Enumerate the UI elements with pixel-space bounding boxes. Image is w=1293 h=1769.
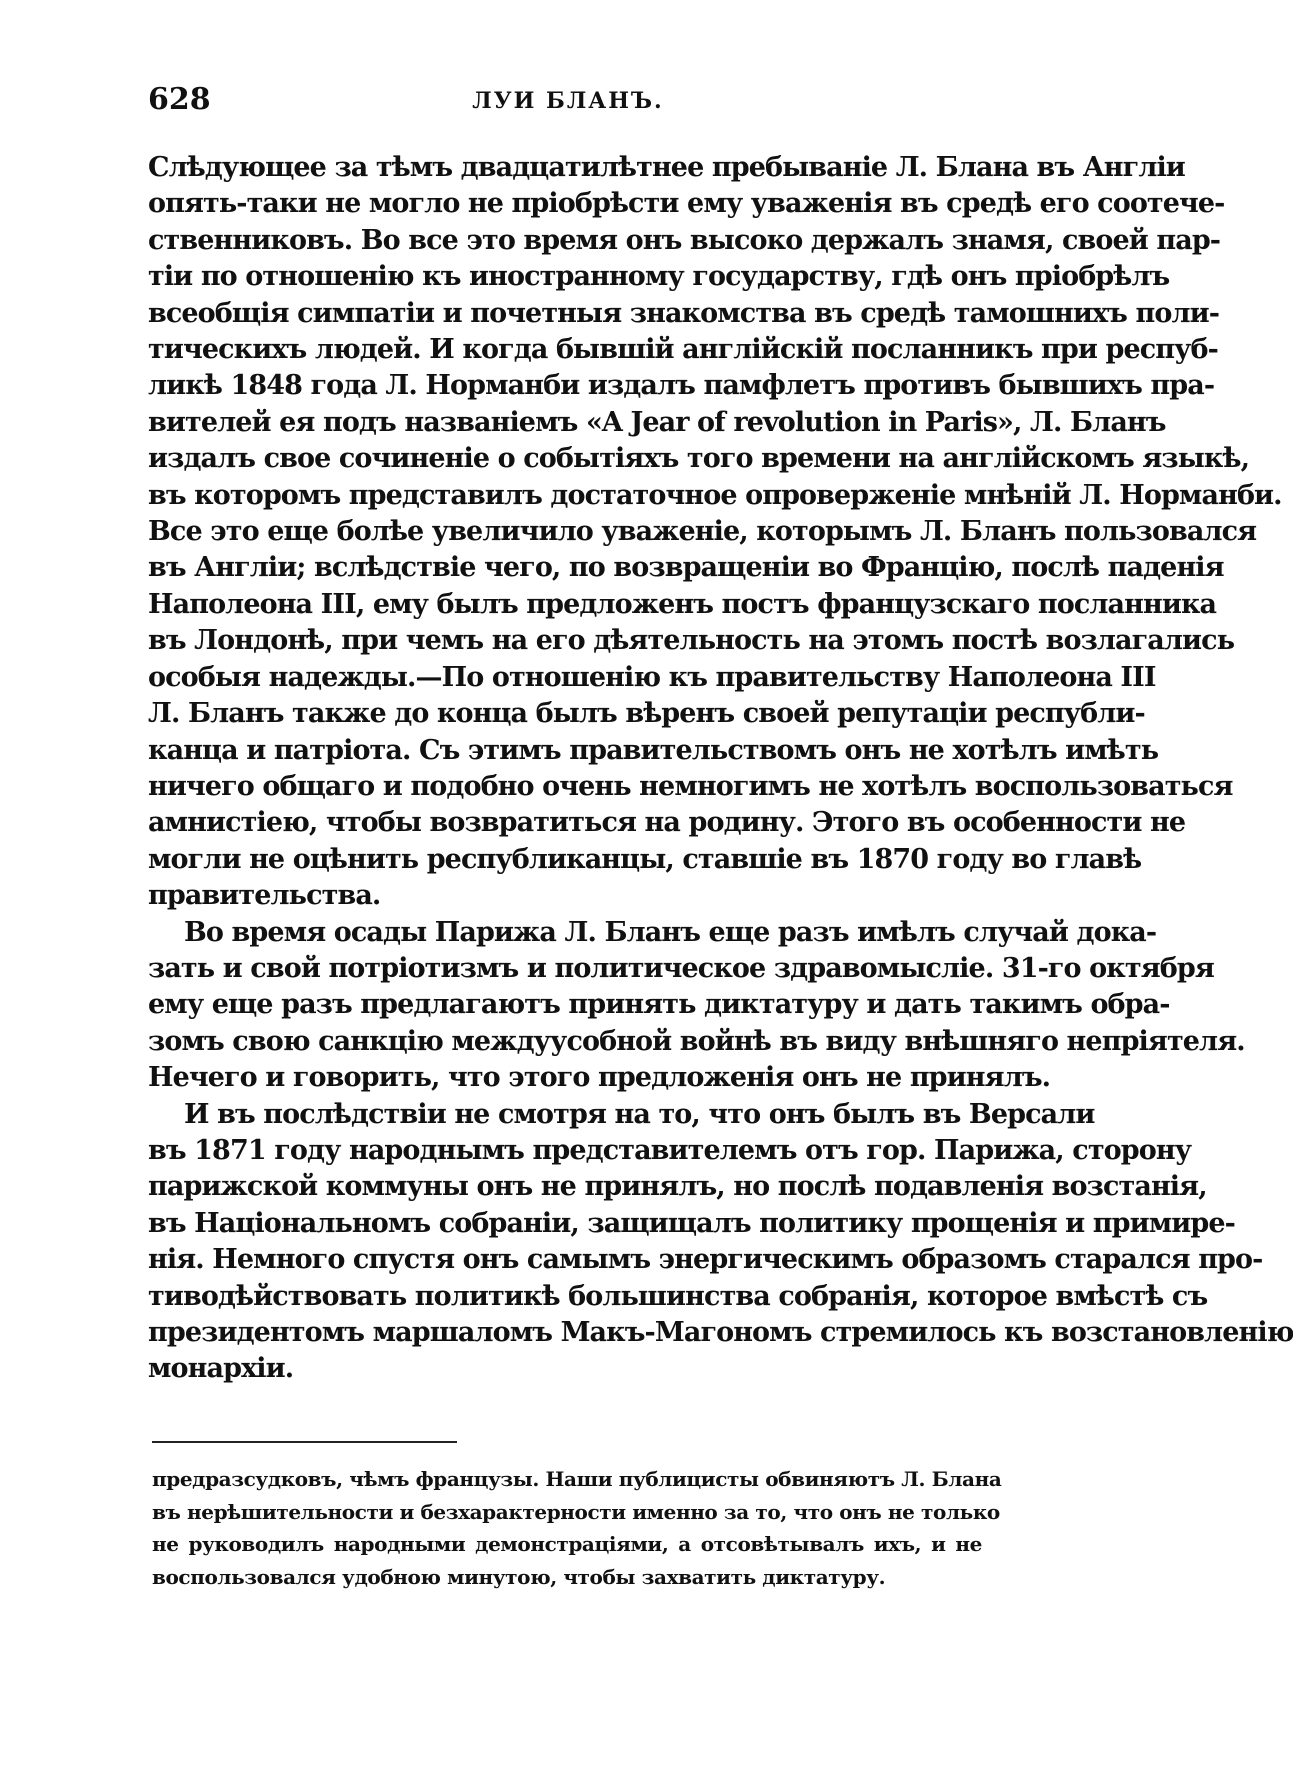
text-line: опять-таки не могло не пріобрѣсти ему уваженія въ средѣ его соотече- — [148, 188, 1225, 220]
running-title: ЛУИ БЛАНЪ. — [472, 88, 664, 114]
footnote — [152, 1463, 1002, 1593]
text-line: Все это еще болѣе увеличило уваженіе, которымъ Л. Бланъ пользовался — [148, 516, 1257, 548]
text-line: могли не оцѣнить республиканцы, ставшіе въ 1870 году во главѣ — [148, 843, 1142, 875]
text-line: тическихъ людей. И когда бывшій англійскій посланникъ при респуб- — [148, 334, 1218, 366]
main-text — [148, 150, 1293, 1388]
page-header — [148, 82, 988, 122]
text-line: издалъ свое сочиненіе о событіяхъ того времени на англійскомъ языкѣ, — [148, 443, 1250, 475]
text-line: ничего общаго и подобно очень немногимъ не хотѣлъ воспользоваться — [148, 770, 1233, 802]
text-line: въ которомъ представилъ достаточное опроверженіе мнѣній Л. Норманби. — [148, 479, 1282, 511]
text-line: вителей ея подъ названіемъ «A Jear of revolution in Paris», Л. Бланъ — [148, 406, 1166, 438]
text-line: особыя надежды.—По отношенію къ правительству Наполеона III — [148, 661, 1156, 693]
text-line: правительства. — [148, 880, 381, 912]
text-line: канца и патріота. Съ этимъ правительствомъ онъ не хотѣлъ имѣть — [148, 734, 1159, 766]
text-line: монархіи. — [148, 1353, 294, 1385]
text-line: И въ послѣдствіи не смотря на то, что онъ былъ въ Версали — [184, 1098, 1095, 1130]
text-line: въ Англіи; вслѣдствіе чего, по возвращеніи во Францію, послѣ паденія — [148, 552, 1224, 584]
footnote-line: не руководилъ народными демонстраціями, а отсовѣтывалъ ихъ, и не — [152, 1532, 982, 1556]
footnote-line: въ нерѣшительности и безхарактерности именно за то, что онъ не только — [152, 1499, 1000, 1524]
text-line: тіи по отношенію къ иностранному государству, гдѣ онъ пріобрѣлъ — [148, 261, 1170, 293]
text-line: ственниковъ. Во все это время онъ высоко держалъ знамя, своей пар- — [148, 224, 1221, 256]
text-line: въ Лондонѣ, при чемъ на его дѣятельность на этомъ постѣ возлагались — [148, 625, 1235, 657]
page-number: 628 — [148, 82, 211, 117]
text-line: ликѣ 1848 года Л. Норманби издалъ памфлетъ противъ бывшихъ пра- — [148, 370, 1215, 402]
text-line: въ Національномъ собраніи, защищалъ политику прощенія и примире- — [148, 1207, 1235, 1239]
text-line: парижской коммуны онъ не принялъ, но послѣ подавленія возстанія, — [148, 1171, 1207, 1203]
footnote-line: воспользовался удобною минутою, чтобы захватить диктатуру. — [152, 1564, 886, 1589]
text-line: зомъ свою санкцію междуусобной войнѣ въ виду внѣшняго непріятеля. — [148, 1025, 1245, 1057]
text-line: Во время осады Парижа Л. Бланъ еще разъ имѣлъ случай дока- — [184, 916, 1157, 948]
text-line: Наполеона III, ему былъ предложенъ постъ французскаго посланника — [148, 588, 1217, 620]
text-line: зать и свой потріотизмъ и политическое здравомысліе. 31-го октября — [148, 952, 1214, 984]
footnote-divider — [152, 1441, 457, 1443]
text-line: Л. Бланъ также до конца былъ вѣренъ своей репутаціи республи- — [148, 698, 1145, 730]
text-line: тиводѣйствовать политикѣ большинства собранія, которое вмѣстѣ съ — [148, 1280, 1208, 1312]
text-line: президентомъ маршаломъ Макъ-Магономъ стремилось къ возстановленію — [148, 1317, 1293, 1348]
text-line: въ 1871 году народнымъ представителемъ отъ гор. Парижа, сторону — [148, 1134, 1192, 1166]
text-line: амнистіею, чтобы возвратиться на родину. Этого въ особенности не — [148, 807, 1186, 839]
text-line: нія. Немного спустя онъ самымъ энергическимъ образомъ старался про- — [148, 1244, 1263, 1276]
text-line: Слѣдующее за тѣмъ двадцатилѣтнее пребываніе Л. Блана въ Англіи — [148, 152, 1185, 183]
text-line: всеобщія симпатіи и почетныя знакомства въ средѣ тамошнихъ поли- — [148, 297, 1220, 329]
text-line: Нечего и говорить, что этого предложенія онъ не принялъ. — [148, 1062, 1051, 1094]
text-line: ему еще разъ предлагаютъ принять диктатуру и дать такимъ обра- — [148, 989, 1170, 1021]
footnote-line: предразсудковъ, чѣмъ французы. Наши публицисты обвиняютъ Л. Блана — [152, 1467, 1002, 1491]
